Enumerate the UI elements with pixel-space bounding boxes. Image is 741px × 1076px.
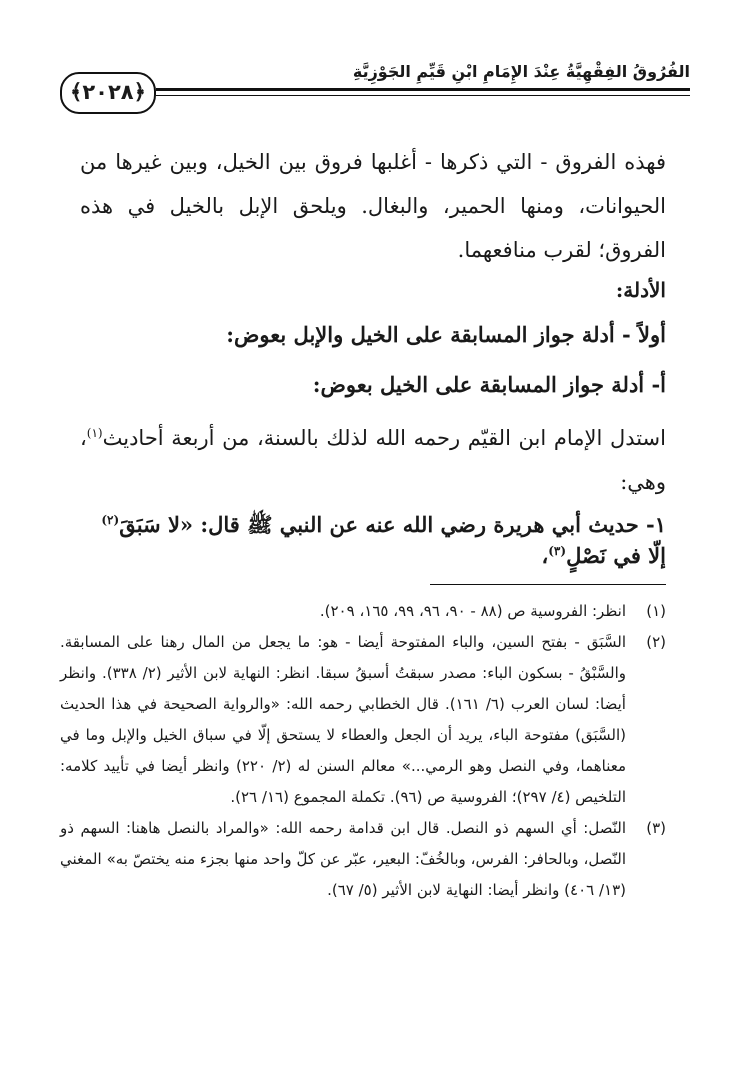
footnote-ref-1: (١) — [86, 426, 103, 440]
heading-evidence-a: أ- أدلة جواز المسابقة على الخيل بعوض: — [312, 372, 666, 397]
footnote-item — [60, 596, 666, 627]
footnote-ref-2: (٢) — [101, 513, 120, 527]
footnote-item — [60, 813, 666, 906]
hadith-1-text-c: ، — [541, 543, 549, 568]
heading-evidence-1: أولاً - أدلة جواز المسابقة على الخيل والإبل بعوض: — [226, 322, 666, 347]
book-title: الفُرُوقُ الفِقْهِيَّةُ عِنْدَ الإِمَامِ ابْنِ قَيِّمِ الجَوْزِيَّةِ — [352, 62, 690, 81]
footnote-separator — [430, 584, 666, 585]
hadith-1-text-b: إلّا في نَصْلٍ — [566, 543, 666, 568]
footnote-number: (١) — [646, 602, 666, 620]
page-number: ﴿٢٠٢٨﴾ — [60, 72, 156, 114]
paragraph-istidlal-end: ، وهي: — [80, 426, 666, 494]
section-title: الأدلة: — [615, 278, 666, 302]
header-rule-thick — [156, 88, 690, 91]
footnote-text: السَّبَق - بفتح السين، والباء المفتوحة أيضا - هو: ما يجعل من المال رهنا على المسابقة. والسَّبْقُ - بسكون الباء: مصدر سبقتُ أسبقُ سبقا. انظر: النهاية لابن الأثير (٢/ ٣٣٨). وانظر أيضا: لسان العرب (٦/ ١٦١). قال الخطابي رحمه الله: «والرواية الصحيحة في هذا الحديث (السَّبَق) مفتوحة الباء، يريد أن الجعل والعطاء لا يستحق إلّا في سباق الخيل والإبل وما في معناهما، وفي النصل وهو الرمي...» معالم السنن له (٢/ ٢٢٠) وانظر أيضا في تأييد كلامه: التلخيص (٤/ ٢٩٧)؛ الفروسية ص (٩٦). تكملة المجموع (١٦/ ٢٦). — [60, 633, 627, 806]
footnote-ref-3: (٣) — [548, 544, 567, 558]
paragraph-intro — [80, 140, 666, 272]
paragraph-istidlal-text: استدل الإمام ابن القيّم رحمه الله لذلك بالسنة، من أربعة أحاديث — [102, 426, 666, 450]
footnote-text: النّصل: أي السهم ذو النصل. قال ابن قدامة رحمه الله: «والمراد بالنصل هاهنا: السهم ذو النّصل، وبالحافر: الفرس، وبالخُفّ: البعير، عبّر عن كلّ واحد منها بجزء منه يختصّ به» المغني (١٣/ ٤٠٦) وانظر أيضا: النهاية لابن الأثير (٥/ ٦٧). — [60, 819, 626, 899]
page-header — [60, 62, 690, 122]
footnotes — [60, 596, 666, 906]
footnote-number: (٢) — [646, 633, 666, 651]
paragraph-istidlal — [80, 416, 666, 504]
footnote-item — [60, 627, 666, 813]
footnote-number: (٣) — [646, 819, 666, 837]
hadith-1-text: ١- حديث أبي هريرة رضي الله عنه عن النبي ﷺ قال: «لا سَبَقَ — [119, 512, 666, 537]
paragraph-intro-text: فهذه الفروق - التي ذكرها - أغلبها فروق بين الخيل، وبين غيرها من الحيوانات، ومنها الحمير، والبغال. ويلحق الإبل بالخيل في هذه الفروق؛ لقرب منافعهما. — [80, 150, 666, 262]
header-rule-thin — [156, 95, 690, 96]
footnote-text: انظر: الفروسية ص (٨٨ - ٩٠، ٩٦، ٩٩، ١٦٥، ٢٠٩). — [319, 602, 626, 620]
hadith-1 — [80, 512, 666, 568]
